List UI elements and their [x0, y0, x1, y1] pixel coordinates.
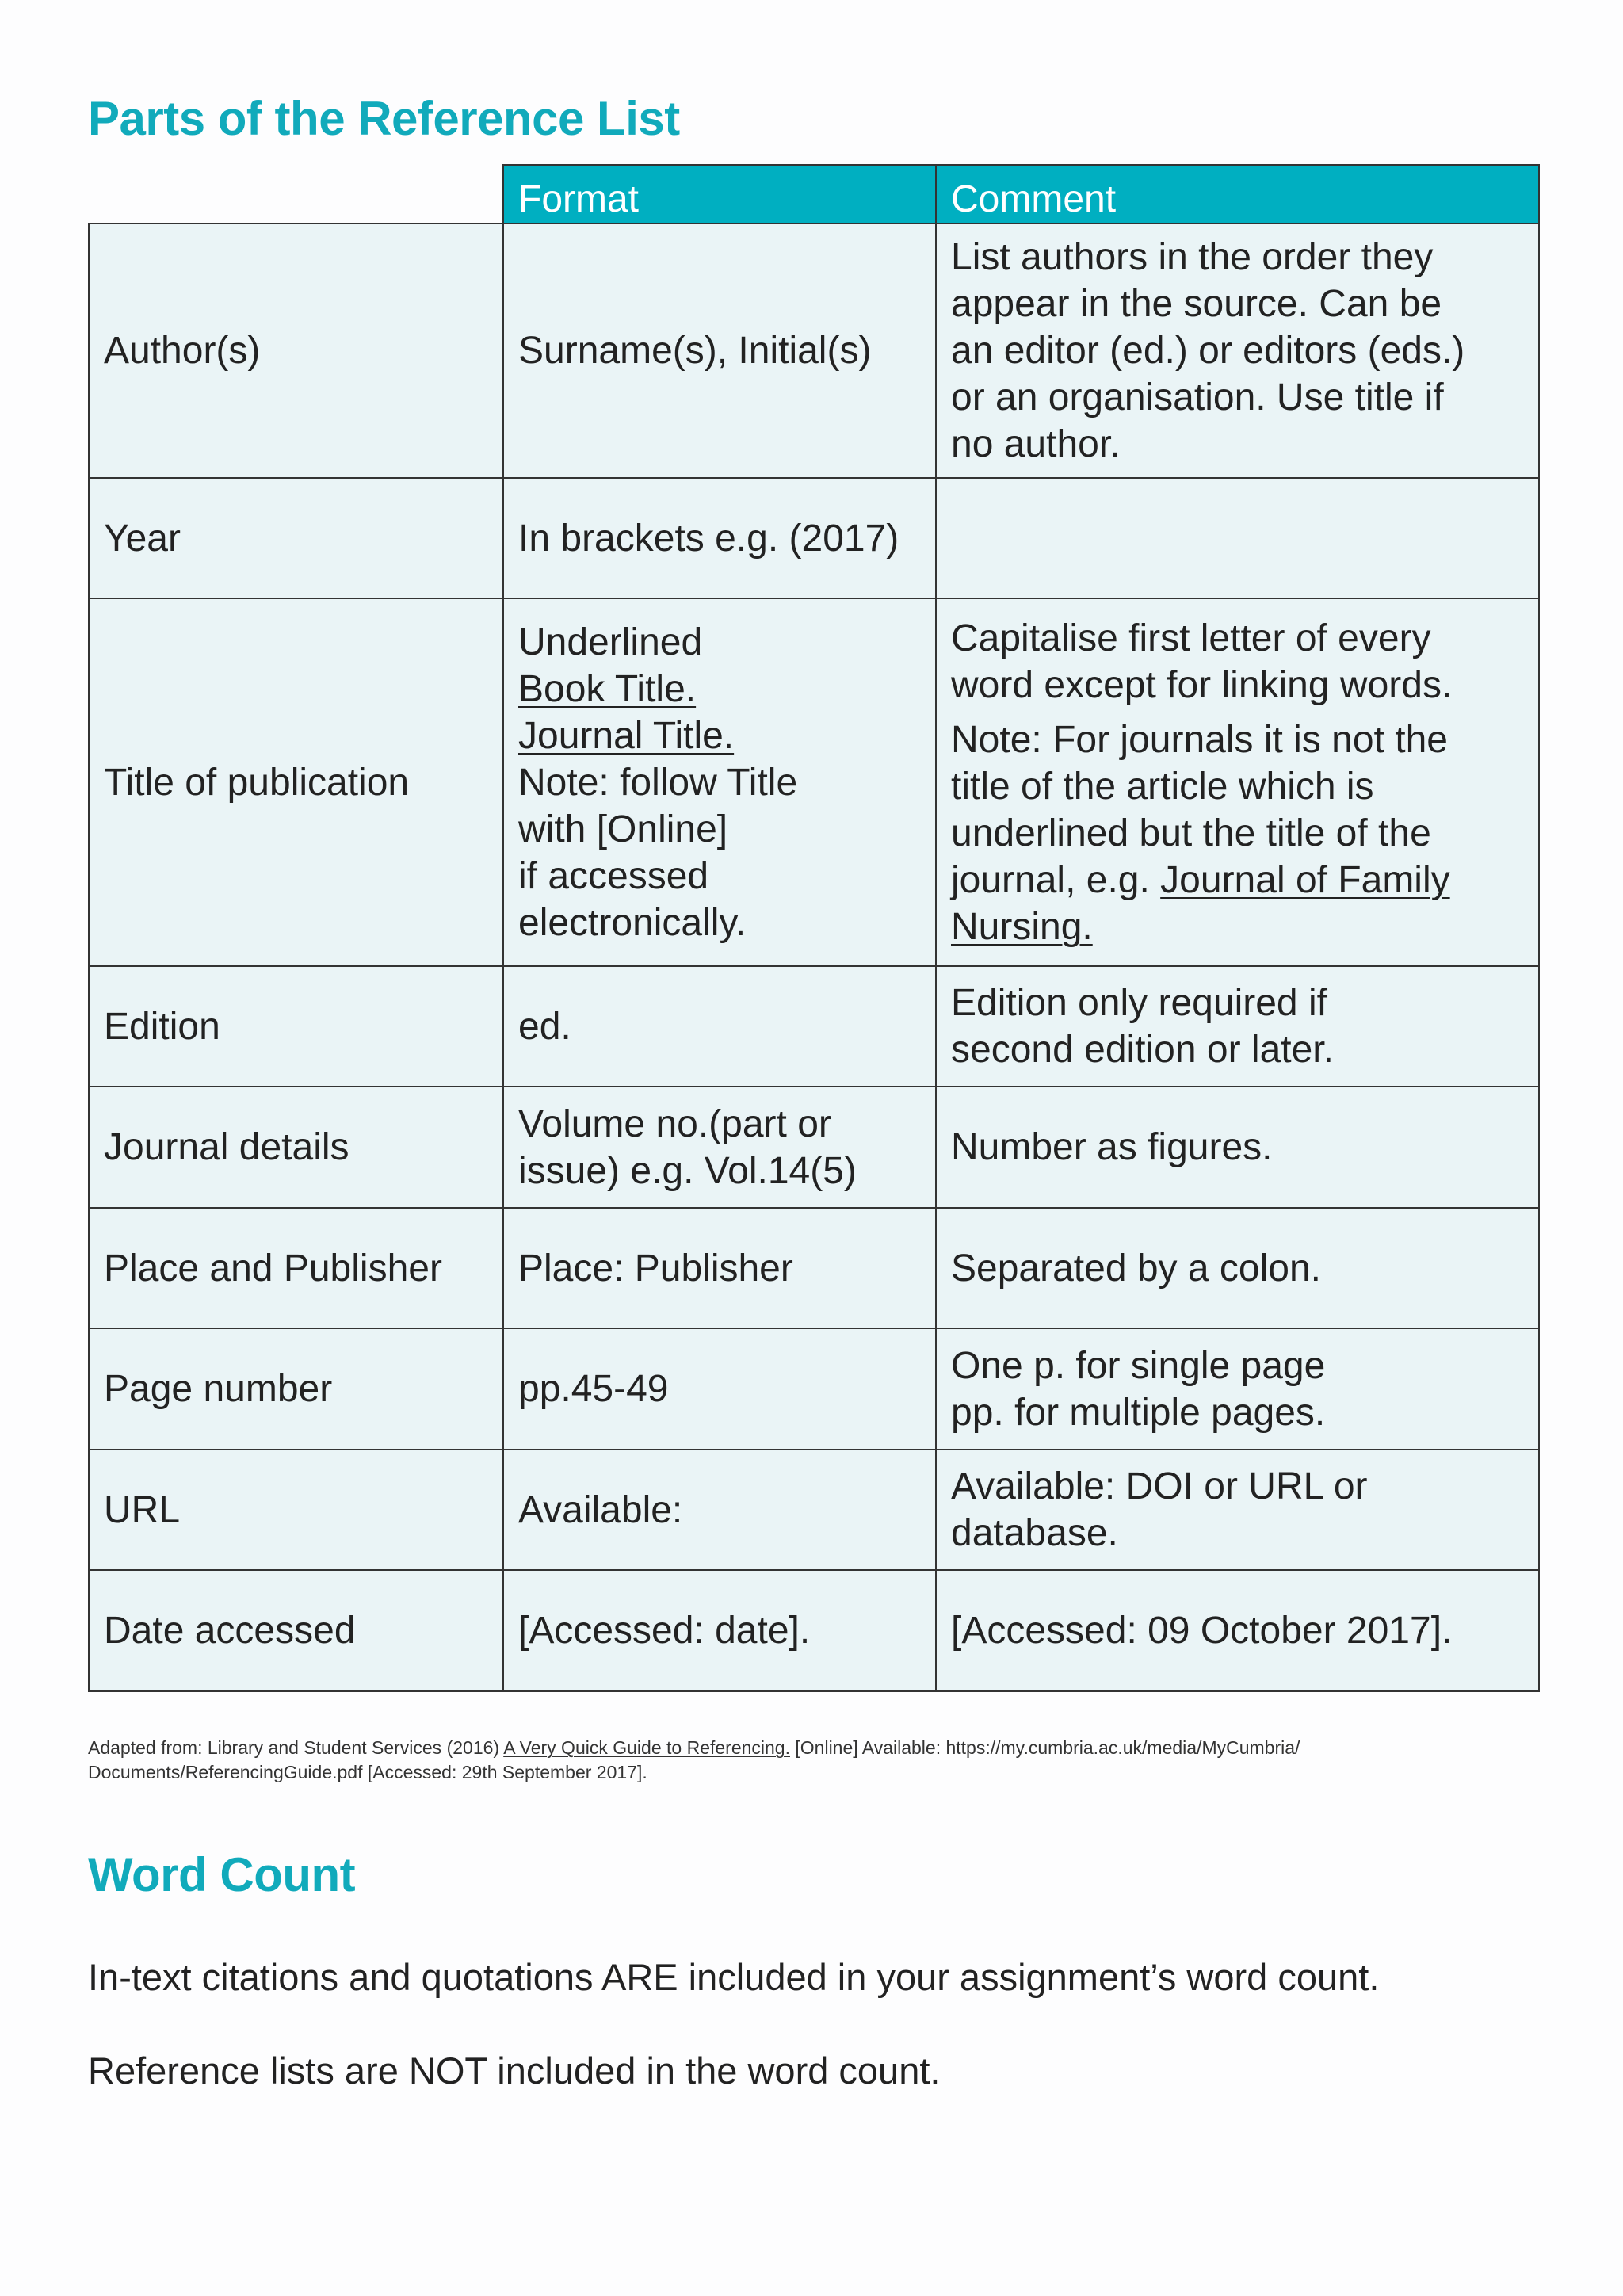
comment-cell [936, 1087, 1539, 1208]
comment-line: [Accessed: 09 October 2017]. [951, 1610, 1453, 1652]
comment-line: One p. for single page [951, 1344, 1326, 1387]
word-count-paragraph-2: Reference lists are NOT included in the word count. [88, 2050, 941, 2092]
comment-line: database. [951, 1512, 1118, 1554]
format-line: Surname(s), Initial(s) [518, 330, 872, 372]
comment-line: no author. [951, 423, 1121, 465]
comment-cell [936, 1208, 1539, 1328]
header-blank-cell [89, 165, 503, 223]
reference-parts-table [88, 164, 1540, 1692]
table-row [89, 598, 1539, 966]
header-format: Format [503, 165, 936, 223]
format-cell [503, 223, 936, 478]
comment-line: second edition or later. [951, 1029, 1334, 1071]
comment-line: title of the article which is [951, 765, 1374, 808]
format-line: Place: Publisher [518, 1247, 793, 1289]
format-line: with [Online] [518, 808, 728, 850]
comment-cell [936, 223, 1539, 478]
comment-cell [936, 966, 1539, 1087]
format-cell [503, 1208, 936, 1328]
table-row [89, 1208, 1539, 1328]
format-cell [503, 478, 936, 598]
part-cell: Date accessed [89, 1570, 503, 1691]
comment-line: or an organisation. Use title if [951, 376, 1444, 418]
word-count-heading: Word Count [88, 1848, 356, 1901]
table-row [89, 1328, 1539, 1450]
format-cell [503, 1087, 936, 1208]
part-cell: Journal details [89, 1087, 503, 1208]
format-line: pp.45-49 [518, 1368, 669, 1410]
comment-line: pp. for multiple pages. [951, 1391, 1326, 1434]
format-line: [Accessed: date]. [518, 1610, 811, 1652]
comment-line: an editor (ed.) or editors (eds.) [951, 330, 1465, 372]
source-line-2: Documents/ReferencingGuide.pdf [Accessed: 29th September 2017]. [88, 1762, 647, 1782]
comment-line: underlined but the title of the [951, 812, 1431, 854]
format-line: ed. [518, 1005, 571, 1048]
part-cell: Title of publication [89, 598, 503, 966]
format-example-journal-title: Journal Title. [518, 714, 735, 757]
comment-line: word except for linking words. [951, 663, 1453, 706]
format-line: issue) e.g. Vol.14(5) [518, 1149, 857, 1192]
comment-line: Number as figures. [951, 1126, 1273, 1168]
format-example-book-title: Book Title. [518, 667, 697, 710]
format-cell [503, 1450, 936, 1570]
table-header-row [89, 165, 1539, 223]
comment-cell [936, 598, 1539, 966]
format-line: Available: [518, 1488, 683, 1531]
table-row [89, 966, 1539, 1087]
header-comment: Comment [936, 165, 1539, 223]
part-cell: Page number [89, 1328, 503, 1450]
part-cell: Edition [89, 966, 503, 1087]
comment-line: appear in the source. Can be [951, 283, 1442, 325]
source-suffix: [Online] Available: https://my.cumbria.ac.uk/media/MyCumbria/ [790, 1737, 1300, 1758]
part-cell: Place and Publisher [89, 1208, 503, 1328]
comment-line: Edition only required if [951, 982, 1327, 1024]
format-cell [503, 1570, 936, 1691]
format-line: Underlined [518, 621, 703, 663]
format-cell [503, 1328, 936, 1450]
format-cell [503, 598, 936, 966]
part-cell: Author(s) [89, 223, 503, 478]
format-line: Note: follow Title [518, 761, 798, 804]
comment-cell-empty [936, 478, 1539, 598]
comment-example-journal-cont: Nursing. [951, 905, 1093, 948]
comment-line: journal, e.g. [951, 858, 1161, 901]
reference-list-heading: Parts of the Reference List [88, 92, 680, 145]
comment-line: Available: DOI or URL or [951, 1465, 1368, 1507]
table-row [89, 223, 1539, 478]
comment-line: Note: For journals it is not the [951, 718, 1448, 761]
table-row [89, 1087, 1539, 1208]
comment-cell [936, 1328, 1539, 1450]
source-prefix: Adapted from: Library and Student Services (2016) [88, 1737, 504, 1758]
format-line: Volume no.(part or [518, 1102, 831, 1145]
comment-cell [936, 1450, 1539, 1570]
word-count-paragraph-1: In-text citations and quotations ARE included in your assignment’s word count. [88, 1956, 1380, 1998]
comment-example-journal: Journal of Family [1160, 858, 1450, 901]
part-cell: Year [89, 478, 503, 598]
part-cell: URL [89, 1450, 503, 1570]
table-row [89, 1450, 1539, 1570]
comment-line: Capitalise first letter of every [951, 617, 1431, 659]
comment-line: List authors in the order they [951, 236, 1434, 278]
table-row [89, 1570, 1539, 1691]
comment-line: Separated by a colon. [951, 1247, 1321, 1289]
format-line: if accessed [518, 854, 709, 897]
format-line: electronically. [518, 901, 747, 944]
format-line: In brackets e.g. (2017) [518, 517, 899, 560]
source-citation [88, 1736, 1538, 1785]
source-linked-title: A Very Quick Guide to Referencing. [503, 1737, 790, 1758]
format-cell [503, 966, 936, 1087]
comment-cell [936, 1570, 1539, 1691]
table-row [89, 478, 1539, 598]
